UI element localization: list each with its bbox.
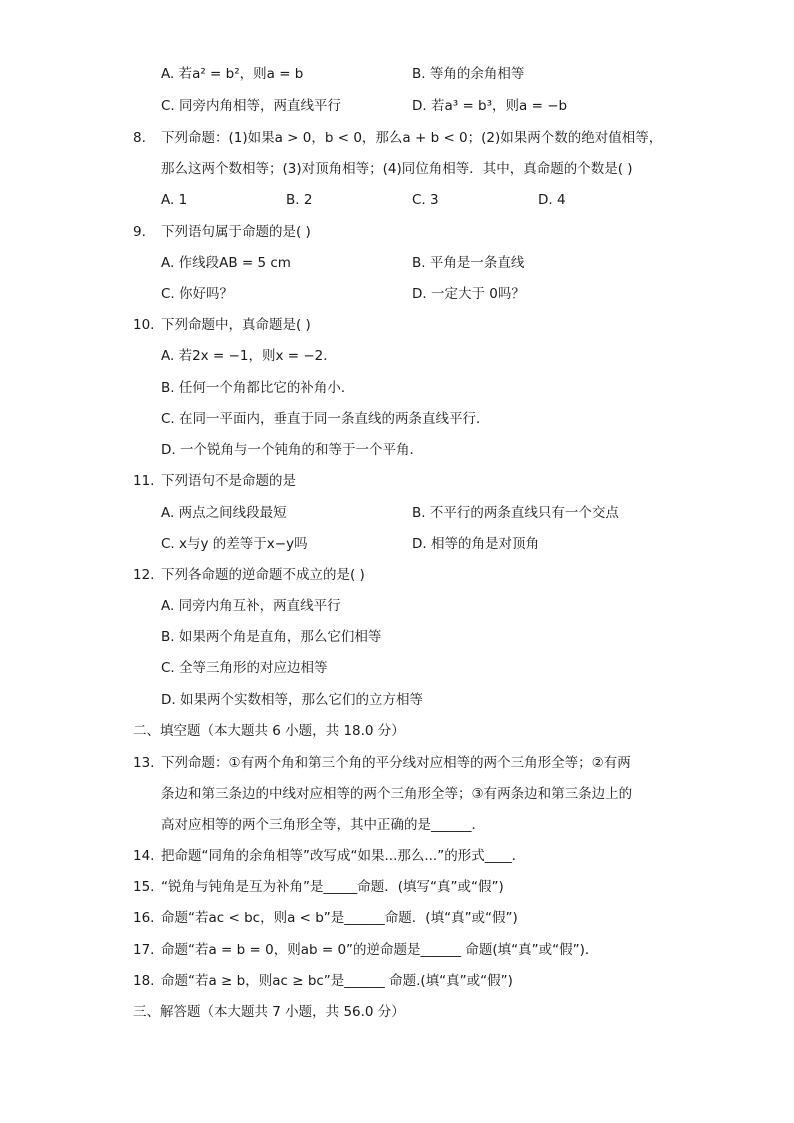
q9-option-b: B. 平角是一条直线	[412, 255, 525, 271]
q11-number: 11.	[133, 473, 155, 489]
q10-option-a: A. 若2x = −1，则x = −2．	[161, 348, 337, 364]
q7-option-d: D. 若a³ = b³，则a = −b	[412, 98, 568, 114]
q11-option-d: D. 相等的角是对顶角	[412, 536, 539, 552]
q11-text: 下列语句不是命题的是	[161, 473, 296, 489]
q12-option-d: D. 如果两个实数相等，那么它们的立方相等	[161, 692, 423, 708]
q11-option-c: C. x与y 的差等于x−y吗	[161, 536, 308, 552]
q14-text: 把命题“同角的余角相等”改写成“如果...那么...”的形式____．	[161, 848, 526, 864]
q7-option-c: C. 同旁内角相等，两直线平行	[161, 98, 342, 114]
q10-text: 下列命题中，真命题是( )	[161, 317, 311, 333]
q8-option-c: C. 3	[412, 192, 439, 208]
q9-option-a: A. 作线段AB = 5 cm	[161, 255, 291, 271]
q8-text-line2: 那么这两个数相等；(3)对顶角相等；(4)同位角相等．其中，真命题的个数是( )	[161, 161, 633, 177]
q15-number: 15.	[133, 879, 155, 895]
q11-option-a: A. 两点之间线段最短	[161, 505, 287, 521]
q12-option-a: A. 同旁内角互补，两直线平行	[161, 598, 341, 614]
q9-number: 9.	[133, 224, 146, 240]
q16-text: 命题“若ac < bc，则a < b”是______命题．(填“真”或“假”)	[161, 910, 518, 926]
q13-line1: 下列命题：①有两个角和第三个角的平分线对应相等的两个三角形全等；②有两	[161, 755, 631, 771]
q8-option-d: D. 4	[538, 192, 566, 208]
q9-option-c: C. 你好吗？	[161, 286, 234, 302]
q15-text: “锐角与钝角是互为补角”是_____命题．(填写“真”或“假”)	[161, 879, 504, 895]
q8-text-line1: 下列命题：(1)如果a > 0，b < 0，那么a + b < 0；(2)如果两个数的绝对值相等，	[161, 130, 663, 146]
q18-text: 命题“若a ≥ b，则ac ≥ bc”是______ 命题.(填“真”或“假”)	[161, 973, 513, 989]
q9-option-d: D. 一定大于 0吗？	[412, 286, 525, 302]
q8-option-a: A. 1	[161, 192, 188, 208]
q12-option-b: B. 如果两个角是直角，那么它们相等	[161, 629, 382, 645]
q8-number: 8.	[133, 130, 146, 146]
q18-number: 18.	[133, 973, 155, 989]
q10-option-d: D. 一个锐角与一个钝角的和等于一个平角．	[161, 442, 423, 458]
q13-number: 13.	[133, 755, 155, 771]
q14-number: 14.	[133, 848, 155, 864]
q13-line3: 高对应相等的两个三角形全等，其中正确的是______．	[161, 817, 485, 833]
q17-text: 命题“若a = b = 0，则ab = 0”的逆命题是______ 命题(填“真”或“假”)．	[161, 942, 599, 958]
q7-option-b: B. 等角的余角相等	[412, 66, 525, 82]
q12-text: 下列各命题的逆命题不成立的是( )	[161, 567, 365, 583]
q8-option-b: B. 2	[286, 192, 313, 208]
q17-number: 17.	[133, 942, 155, 958]
section-answer-heading: 三、解答题（本大题共 7 小题，共 56.0 分）	[133, 1004, 405, 1020]
q13-line2: 条边和第三条边的中线对应相等的两个三角形全等；③有两条边和第三条边上的	[161, 786, 633, 802]
q12-option-c: C. 全等三角形的对应边相等	[161, 660, 328, 676]
section-fill-in-heading: 二、填空题（本大题共 6 小题，共 18.0 分）	[133, 723, 405, 739]
q16-number: 16.	[133, 910, 155, 926]
q9-text: 下列语句属于命题的是( )	[161, 224, 311, 240]
q10-number: 10.	[133, 317, 155, 333]
q10-option-c: C. 在同一平面内，垂直于同一条直线的两条直线平行．	[161, 411, 490, 427]
q12-number: 12.	[133, 567, 155, 583]
q11-option-b: B. 不平行的两条直线只有一个交点	[412, 505, 619, 521]
q7-option-a: A. 若a² = b²，则a = b	[161, 66, 304, 82]
q10-option-b: B. 任何一个角都比它的补角小．	[161, 380, 355, 396]
